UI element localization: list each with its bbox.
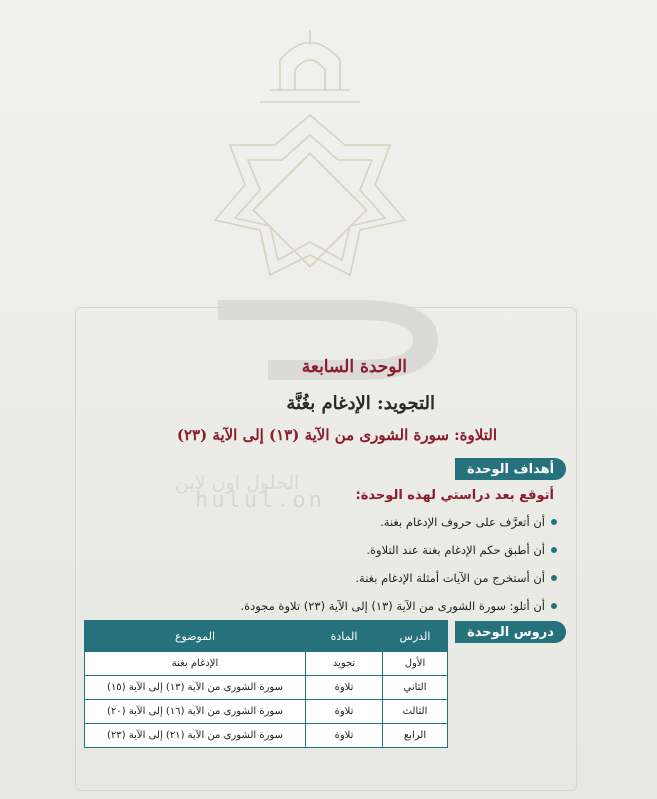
- goal-text: أن أتعرَّف على حروف الإدغام بغنة.: [380, 515, 545, 529]
- tajweed-title: التجويد: الإدغام بغُنَّة: [286, 393, 435, 414]
- cell-topic: سورة الشورى من الآية (١٣) إلى الآية (١٥): [85, 676, 306, 700]
- lessons-section-tab: دروس الوحدة: [455, 621, 566, 643]
- header-topic: الموضوع: [85, 621, 306, 652]
- watermark-latin: hulul.on: [195, 488, 325, 513]
- bullet-icon: [551, 603, 557, 609]
- cell-lesson: الأول: [383, 652, 448, 676]
- header-subject: المادة: [306, 621, 383, 652]
- cell-topic: سورة الشورى من الآية (١٦) إلى الآية (٢٠): [85, 700, 306, 724]
- table-header-row: [85, 621, 448, 652]
- goal-text: أن أستخرج من الآيات أمثلة الإدغام بغنة.: [355, 571, 545, 585]
- goal-item: [240, 564, 557, 592]
- cell-lesson: الثالث: [383, 700, 448, 724]
- cell-topic: سورة الشورى من الآية (٢١) إلى الآية (٢٣): [85, 724, 306, 748]
- table-row: [85, 700, 448, 724]
- table-row: [85, 652, 448, 676]
- goal-text: أن أتلو: سورة الشورى من الآية (١٣) إلى الآية (٢٣) تلاوة مجودة.: [240, 599, 545, 613]
- bullet-icon: [551, 547, 557, 553]
- bullet-icon: [551, 519, 557, 525]
- cell-subject: تلاوة: [306, 676, 383, 700]
- goal-item: [240, 536, 557, 564]
- header-lesson: الدرس: [383, 621, 448, 652]
- table-row: [85, 676, 448, 700]
- goal-item: [240, 508, 557, 536]
- cell-subject: تجويد: [306, 652, 383, 676]
- cell-lesson: الرابع: [383, 724, 448, 748]
- cell-subject: تلاوة: [306, 700, 383, 724]
- unit-number-title: الوحدة السابعة: [301, 357, 407, 377]
- cell-lesson: الثاني: [383, 676, 448, 700]
- table-row: [85, 724, 448, 748]
- watermark-arabic: الحلول اون لاين: [175, 472, 300, 494]
- recitation-title: التلاوة: سورة الشورى من الآية (١٣) إلى الآية (٢٣): [176, 426, 497, 444]
- goal-text: أن أطبق حكم الإدغام بغنة عند التلاوة.: [366, 543, 545, 557]
- goals-section-tab: أهداف الوحدة: [455, 458, 566, 480]
- cell-topic: الإدغام بغنة: [85, 652, 306, 676]
- lessons-table: [84, 620, 448, 748]
- goals-intro: أتوقع بعد دراستي لهذه الوحدة:: [355, 488, 554, 503]
- bullet-icon: [551, 575, 557, 581]
- mosque-ornament-icon: [200, 20, 420, 310]
- goals-list: [240, 508, 557, 620]
- cell-subject: تلاوة: [306, 724, 383, 748]
- goal-item: [240, 592, 557, 620]
